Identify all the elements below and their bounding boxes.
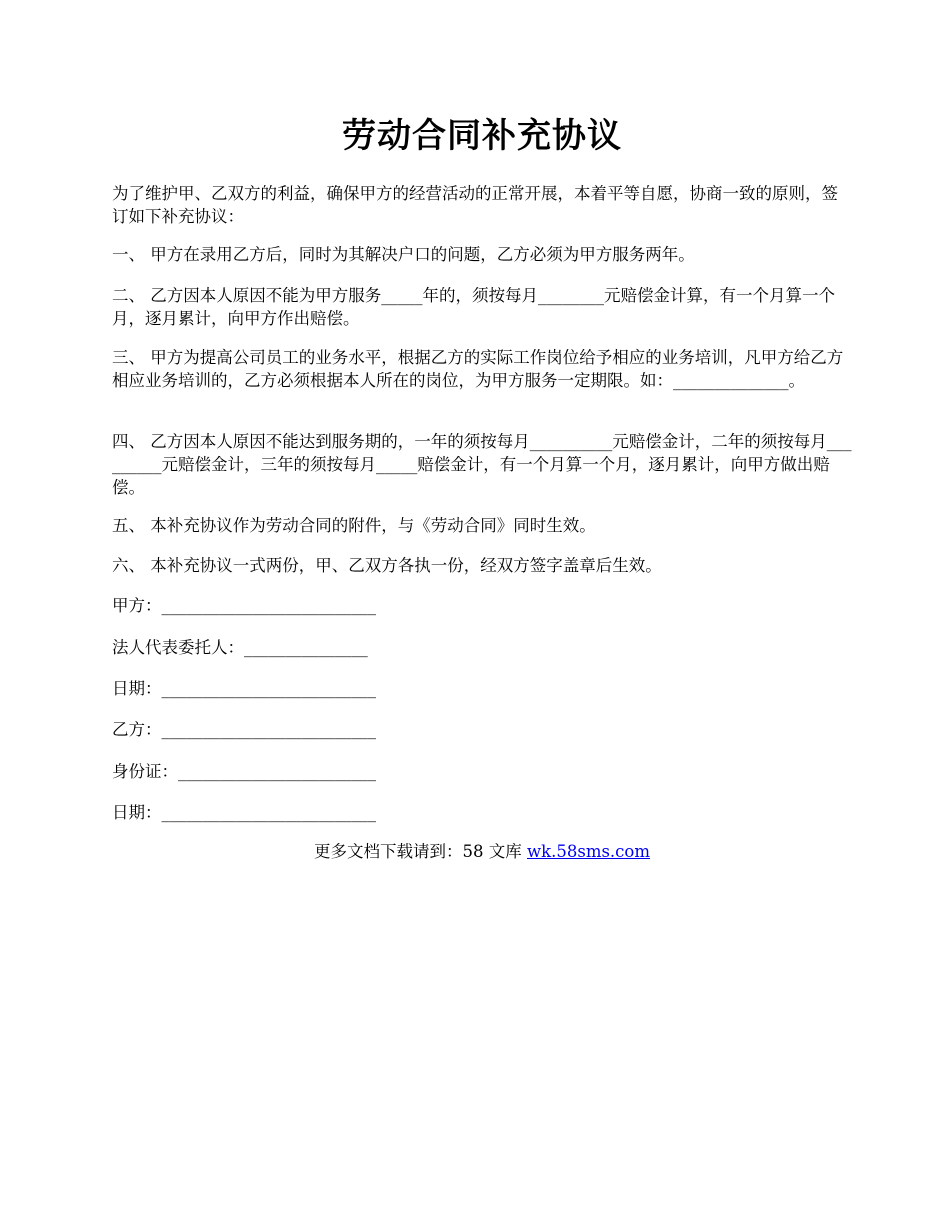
document-title: 劳动合同补充协议 xyxy=(342,116,622,156)
signature-legal-representative: 法人代表委托人：_______________ xyxy=(112,638,368,657)
clause-2: 二、 乙方因本人原因不能为甲方服务_____年的，须按每月________元赔偿金计算，有一个月算一个月，逐月累计，向甲方作出赔偿。 xyxy=(112,286,835,328)
footer-link[interactable]: wk.58sms.com xyxy=(526,842,650,861)
footer-download-note xyxy=(112,840,852,863)
signature-date-a: 日期：__________________________ xyxy=(112,679,376,698)
intro-paragraph: 为了维护甲、乙双方的利益，确保甲方的经营活动的正常开展，本着平等自愿，协商一致的原则，签订如下补充协议： xyxy=(112,184,838,226)
signature-party-b: 乙方：__________________________ xyxy=(112,720,376,739)
clause-1: 一、 甲方在录用乙方后，同时为其解决户口的问题，乙方必须为甲方服务两年。 xyxy=(112,245,695,264)
signature-party-a: 甲方：__________________________ xyxy=(112,596,376,615)
clause-4: 四、 乙方因本人原因不能达到服务期的，一年的须按每月__________元赔偿金计，二年的须按每月_________元赔偿金计，三年的须按每月_____赔偿金计，有一个月算一个月，逐月累计，向甲方做出赔偿。 xyxy=(112,432,852,497)
signature-id-card: 身份证：________________________ xyxy=(112,762,376,781)
clause-6: 六、 本补充协议一式两份，甲、乙双方各执一份，经双方签字盖章后生效。 xyxy=(112,556,662,575)
signature-date-b: 日期：__________________________ xyxy=(112,803,376,822)
clause-5: 五、 本补充协议作为劳动合同的附件，与《劳动合同》同时生效。 xyxy=(112,516,596,535)
clause-3: 三、 甲方为提高公司员工的业务水平，根据乙方的实际工作岗位给予相应的业务培训，凡甲方给乙方相应业务培训的，乙方必须根据本人所在的岗位，为甲方服务一定期限。如：______________。 xyxy=(112,348,844,390)
footer-prefix: 更多文档下载请到：58 文库 xyxy=(313,842,527,861)
